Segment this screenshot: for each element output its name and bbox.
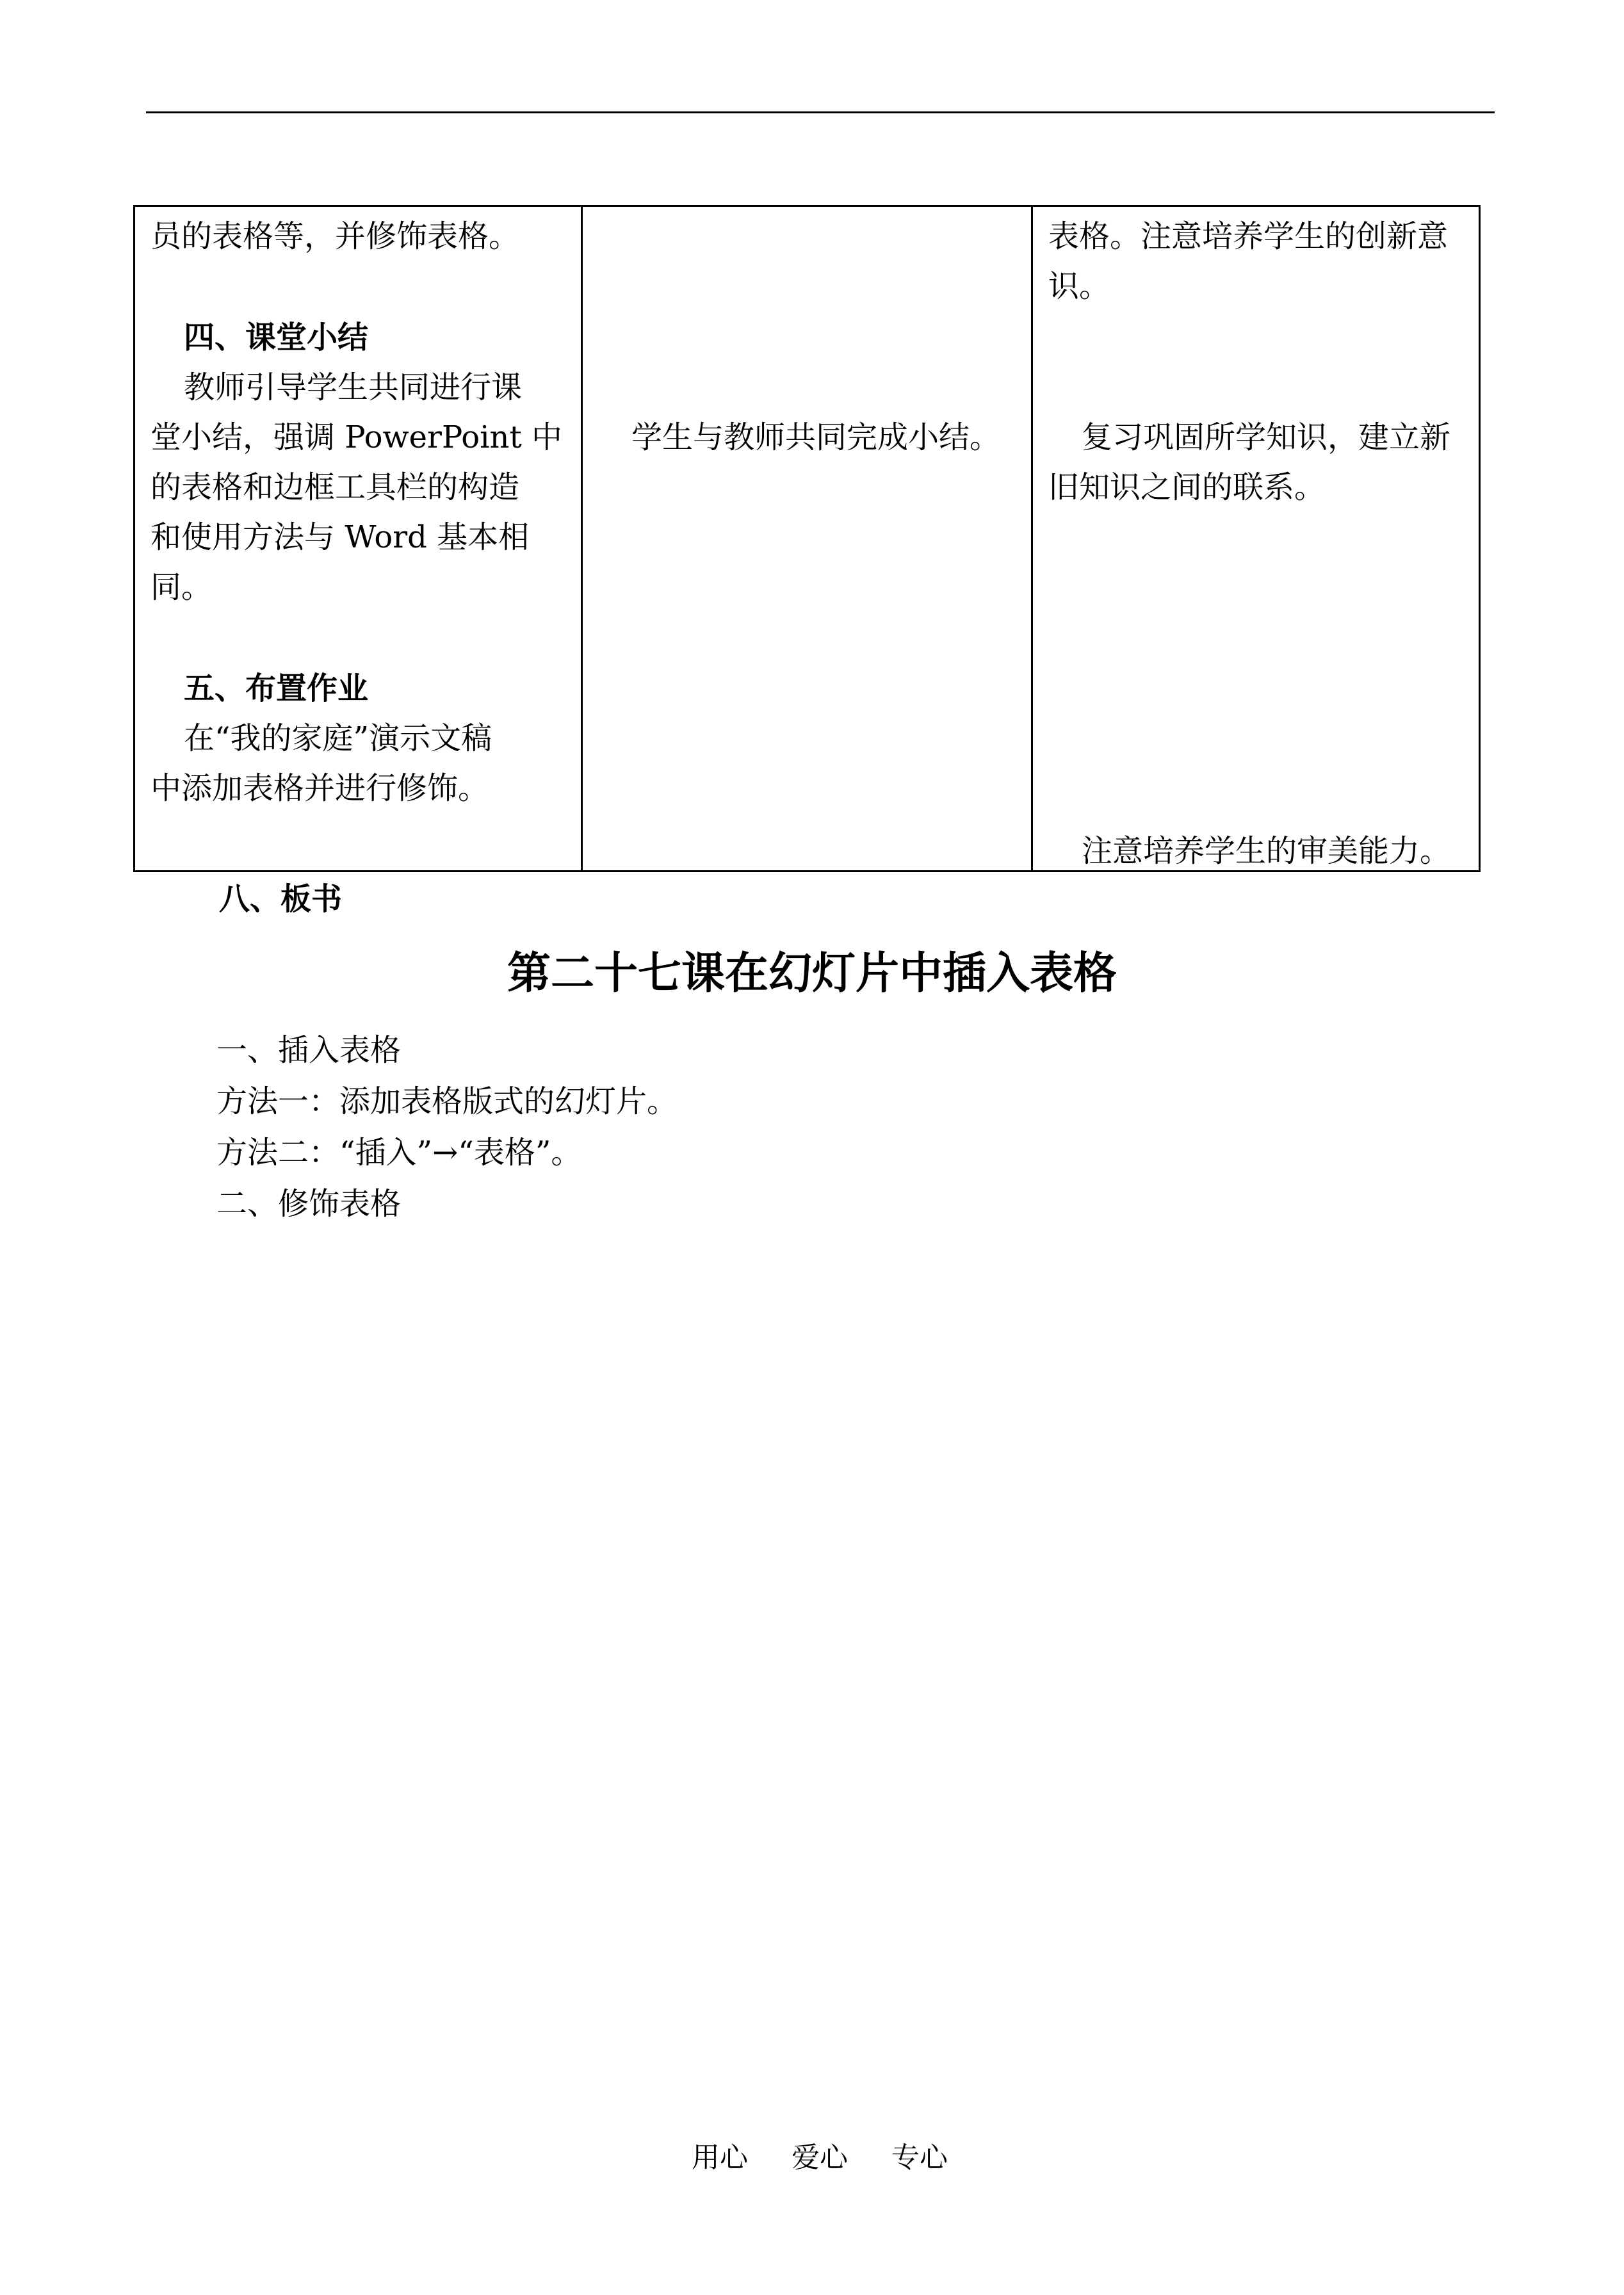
- summary-line: 和使用方法与 Word 基本相: [150, 519, 530, 555]
- lesson-plan-table: [133, 205, 1481, 872]
- board-line: 二、修饰表格: [216, 1186, 402, 1222]
- design-intent-line: 旧知识之间的联系。: [1048, 469, 1326, 505]
- section-label: 八、板书: [219, 881, 343, 917]
- design-intent-line: 复习巩固所学知识，建立新: [1082, 419, 1451, 455]
- summary-line: 的表格和边框工具栏的构造: [150, 469, 520, 505]
- summary-heading: 四、课堂小结: [184, 320, 369, 355]
- footer-motto: 专心: [891, 2141, 948, 2174]
- homework-line: 在“我的家庭”演示文稿: [184, 720, 492, 756]
- summary-line: 同。: [150, 569, 213, 605]
- footer-motto: 用心: [692, 2141, 748, 2174]
- student-activity-text: 学生与教师共同完成小结。: [631, 419, 1001, 455]
- student-activity-cell: [582, 206, 1032, 872]
- header-rule: [146, 111, 1495, 113]
- design-intent-line: 识。: [1048, 268, 1110, 304]
- homework-heading: 五、布置作业: [184, 670, 369, 706]
- board-line: 一、插入表格: [216, 1032, 402, 1068]
- footer-motto: 爱心: [792, 2141, 848, 2174]
- design-intent-line: 注意培养学生的审美能力。: [1082, 833, 1451, 869]
- board-title: 第二十七课在幻灯片中插入表格: [507, 948, 1117, 999]
- board-line: 方法二：“插入”→“表格”。: [216, 1135, 582, 1171]
- design-intent-line: 表格。注意培养学生的创新意: [1048, 218, 1449, 254]
- teacher-activity-line: 员的表格等，并修饰表格。: [150, 218, 520, 254]
- homework-line: 中添加表格并进行修饰。: [150, 770, 489, 806]
- table-row: [134, 206, 1480, 872]
- summary-line: 堂小结，强调 PowerPoint 中: [150, 419, 563, 455]
- board-line: 方法一：添加表格版式的幻灯片。: [216, 1083, 678, 1119]
- teacher-activity-cell: [134, 206, 582, 872]
- design-intent-cell: [1032, 206, 1480, 872]
- summary-line: 教师引导学生共同进行课: [184, 369, 523, 405]
